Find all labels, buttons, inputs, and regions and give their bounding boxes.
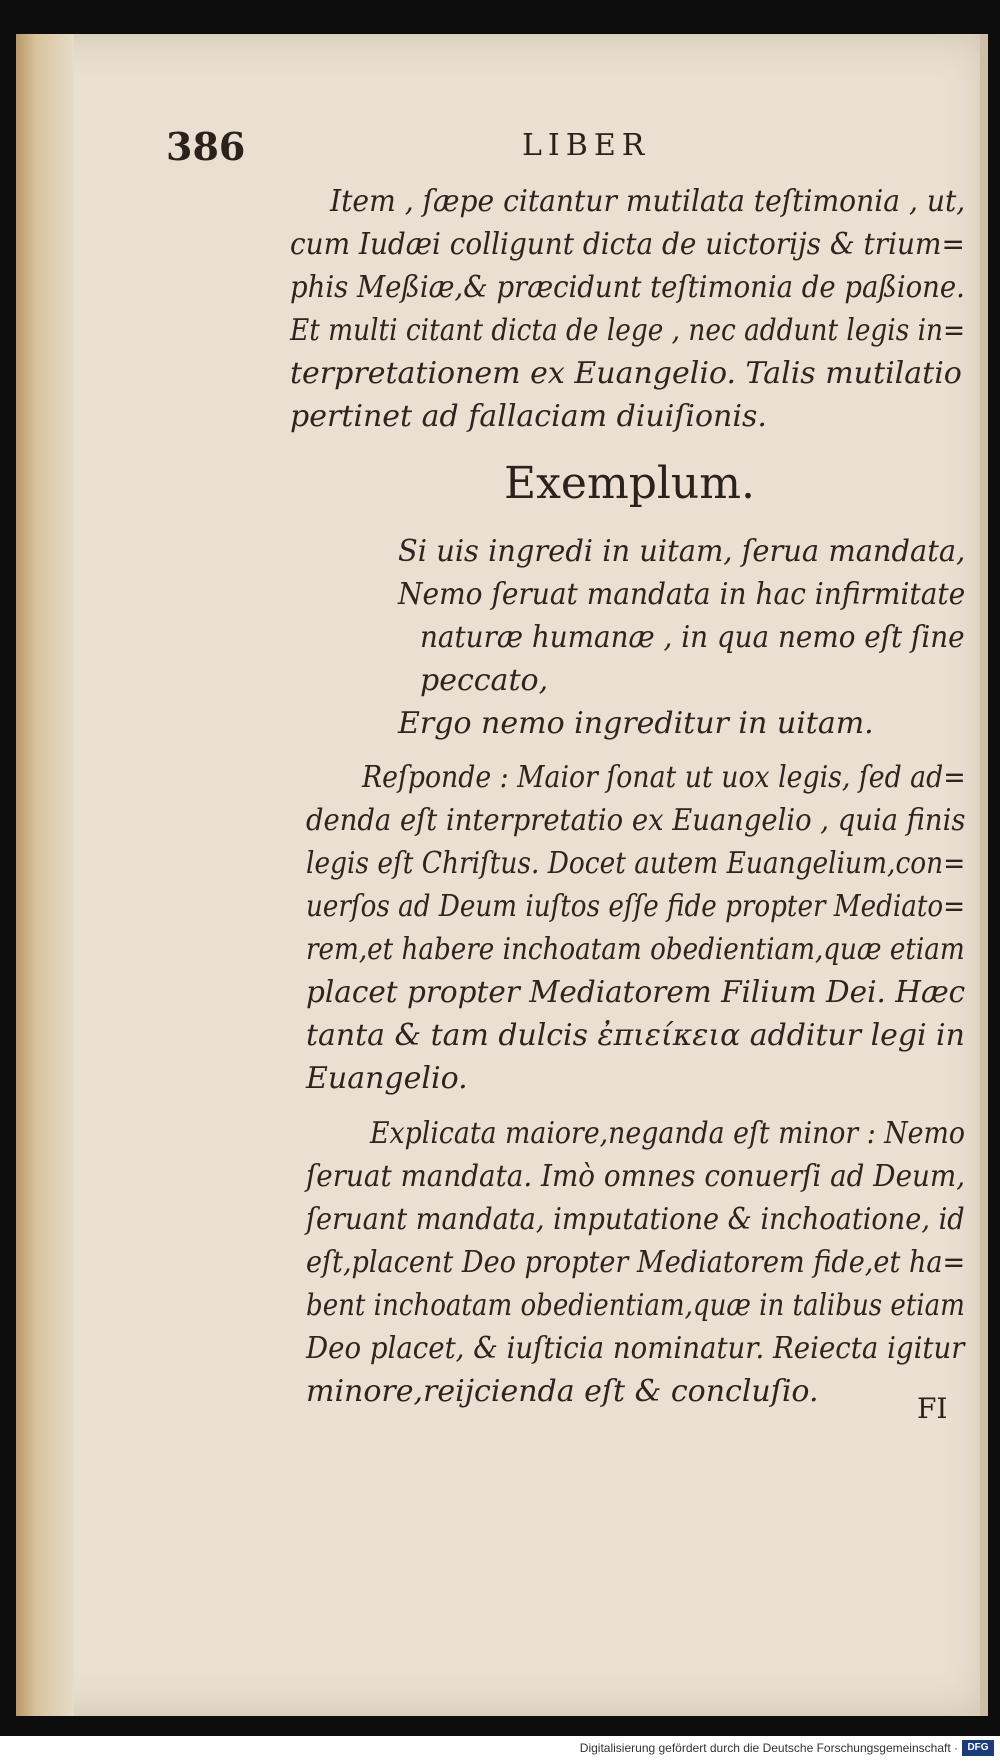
paragraph3-line-6: Deo placet, & iuſticia nominatur. Reiecta igitur <box>306 1331 965 1366</box>
paragraph3-line-5: bent inchoatam obedientiam,quæ in talibus etiam <box>306 1288 965 1323</box>
paragraph3-line-4: eſt,placent Deo propter Mediatorem fide,et ha= <box>306 1245 966 1280</box>
paragraph2-line-5: rem,et habere inchoatam obedientiam,quæ etiam <box>306 932 965 967</box>
syllogism-line-4: peccato, <box>420 663 549 698</box>
paragraph3-line-3: ſeruant mandata, imputatione & inchoatione, id <box>306 1202 965 1237</box>
paragraph2-line-3: legis eſt Chriſtus. Docet autem Euangelium,con= <box>306 846 966 881</box>
paragraph2-line-2: denda eſt interpretatio ex Euangelio , quia finis <box>306 803 966 838</box>
paragraph1-line-2: cum Iudæi colligunt dicta de uictorijs & trium= <box>290 227 965 262</box>
paragraph1-line-1: Item , ſæpe citantur mutilata teſtimonia , ut, <box>330 184 966 219</box>
page-gutter-edge <box>16 34 74 1716</box>
paragraph3-line-7: minore,reijcienda eſt & concluſio. <box>306 1374 819 1409</box>
paragraph1-line-4: Et multi citant dicta de lege , nec addunt legis in= <box>290 313 966 348</box>
paragraph2-line-7: tanta & tam dulcis ἐπιείκεια additur legi in <box>306 1018 965 1053</box>
page-fore-edge <box>980 34 988 1716</box>
running-head <box>0 124 1000 168</box>
footer-bar <box>0 1736 1000 1761</box>
catchword: FI <box>917 1392 948 1425</box>
paragraph3-line-2: ſeruat mandata. Imò omnes conuerſi ad Deum, <box>306 1159 966 1194</box>
syllogism-line-3: naturæ humanæ , in qua nemo eſt ſine <box>420 620 965 655</box>
funding-credit: Digitalisierung gefördert durch die Deutsche Forschungsgemeinschaft · <box>579 1741 958 1755</box>
paragraph2-line-1: Reſponde : Maior ſonat ut uox legis, ſed ad= <box>362 760 966 795</box>
paragraph3-line-1: Explicata maiore,neganda eſt minor : Nemo <box>370 1116 965 1151</box>
page-number: 386 <box>166 124 246 169</box>
dfg-logo: DFG <box>962 1740 994 1756</box>
paragraph2-line-8: Euangelio. <box>306 1061 468 1096</box>
syllogism-line-2: Nemo ſeruat mandata in hac infirmitate <box>398 577 966 612</box>
syllogism-line-1: Si uis ingredi in uitam, ſerua mandata, <box>398 534 966 569</box>
syllogism-line-5: Ergo nemo ingreditur in uitam. <box>398 706 874 741</box>
paragraph1-line-5: terpretationem ex Euangelio. Talis mutilatio <box>290 356 962 391</box>
paragraph2-line-6: placet propter Mediatorem Filium Dei. Hæc <box>306 975 966 1010</box>
running-title: LIBER <box>522 128 651 163</box>
section-heading: Exemplum. <box>504 458 755 509</box>
paragraph1-line-3: phis Meßiæ,& præcidunt teſtimonia de paßione. <box>290 270 965 305</box>
paragraph1-line-6: pertinet ad fallaciam diuiſionis. <box>290 399 767 434</box>
paragraph2-line-4: uerſos ad Deum iuſtos eſſe fide propter Mediato= <box>306 889 966 924</box>
